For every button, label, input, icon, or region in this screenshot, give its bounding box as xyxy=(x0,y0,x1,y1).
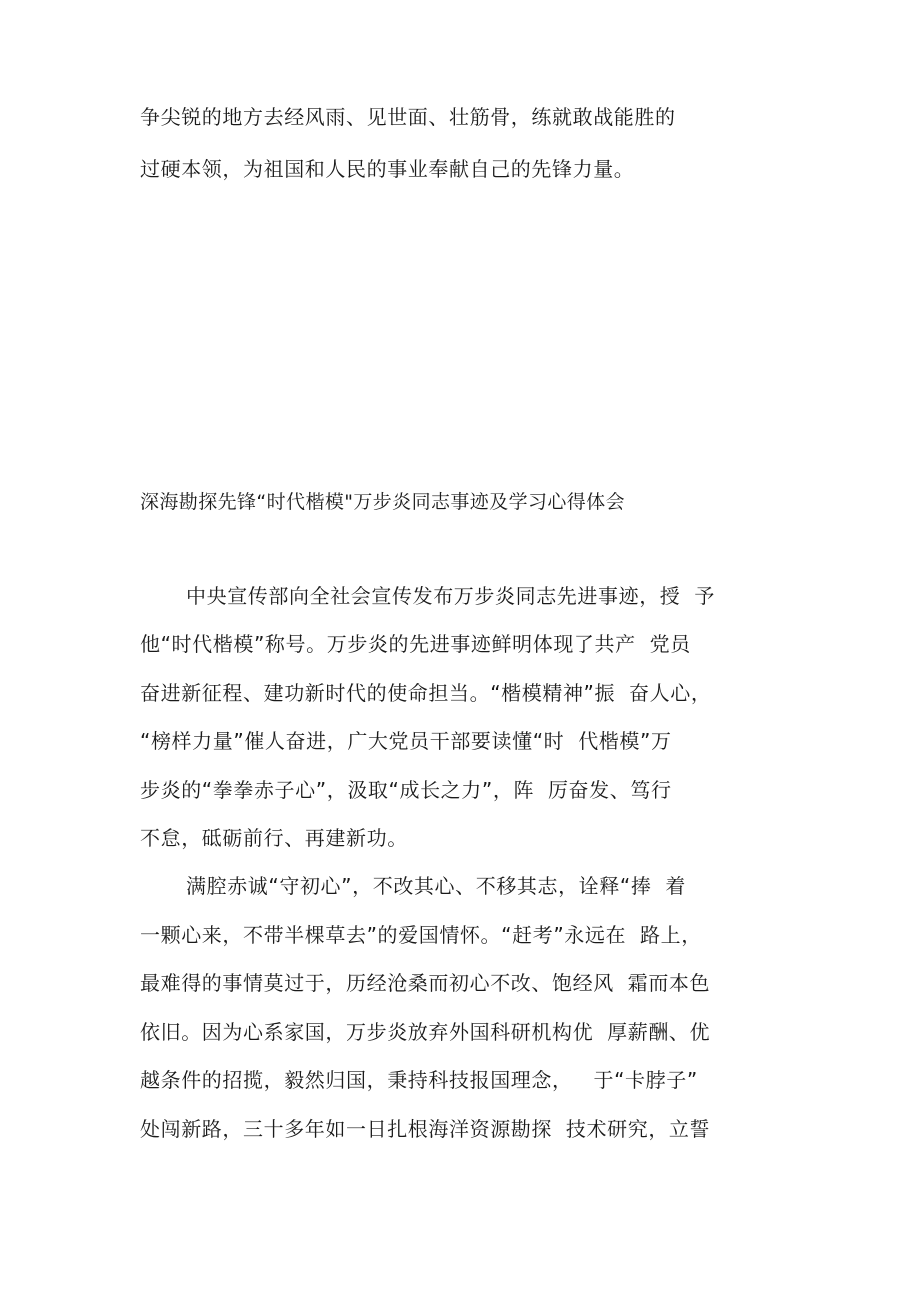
text-line: 最难得的事情莫过于，历经沧桑而初心不改、饱经风 霜而本色 xyxy=(140,971,711,995)
text-line: 满腔赤诚“守初心”，不改其心、不移其志，诠释“捧 着 xyxy=(186,874,686,898)
text-line: 越条件的招揽，毅然归国，秉持科技报国理念， 于“卡脖子” xyxy=(140,1068,698,1092)
text-line: 处闯新路，三十多年如一日扎根海洋资源勘探 技术研究，立誓 xyxy=(140,1117,711,1141)
text-line: 过硬本领，为祖国和人民的事业奉献自己的先锋力量。 xyxy=(140,157,635,181)
text-line: 一颗心来，不带半棵草去”的爱国情怀。“赶考”永远在 路上， xyxy=(140,923,702,947)
text-line: 中央宣传部向全社会宣传发布万步炎同志先进事迹，授 予 xyxy=(186,584,715,608)
text-line: 步炎的“拳拳赤子心”，汲取“成长之力”，阵 厉奋发、笃行 xyxy=(140,778,672,802)
text-line: 依旧。因为心系家国，万步炎放弃外国科研机构优 厚薪酬、优 xyxy=(140,1020,711,1044)
text-line: 奋进新征程、建功新时代的使命担当。“楷模精神”振 奋人心， xyxy=(140,681,712,705)
text-line: “榜样力量”催人奋进，广大党员干部要读懂“时 代楷模”万 xyxy=(140,729,672,753)
article-title: 深海勘探先锋“时代楷模"万步炎同志事迹及学习心得体会 xyxy=(140,491,625,513)
text-line: 争尖锐的地方去经风雨、见世面、壮筋骨，练就敢战能胜的 xyxy=(140,105,676,129)
text-line: 不怠，砥砺前行、再建新功。 xyxy=(140,826,408,850)
text-line: 他“时代楷模”称号。万步炎的先进事迹鲜明体现了共产 党员 xyxy=(140,632,691,656)
